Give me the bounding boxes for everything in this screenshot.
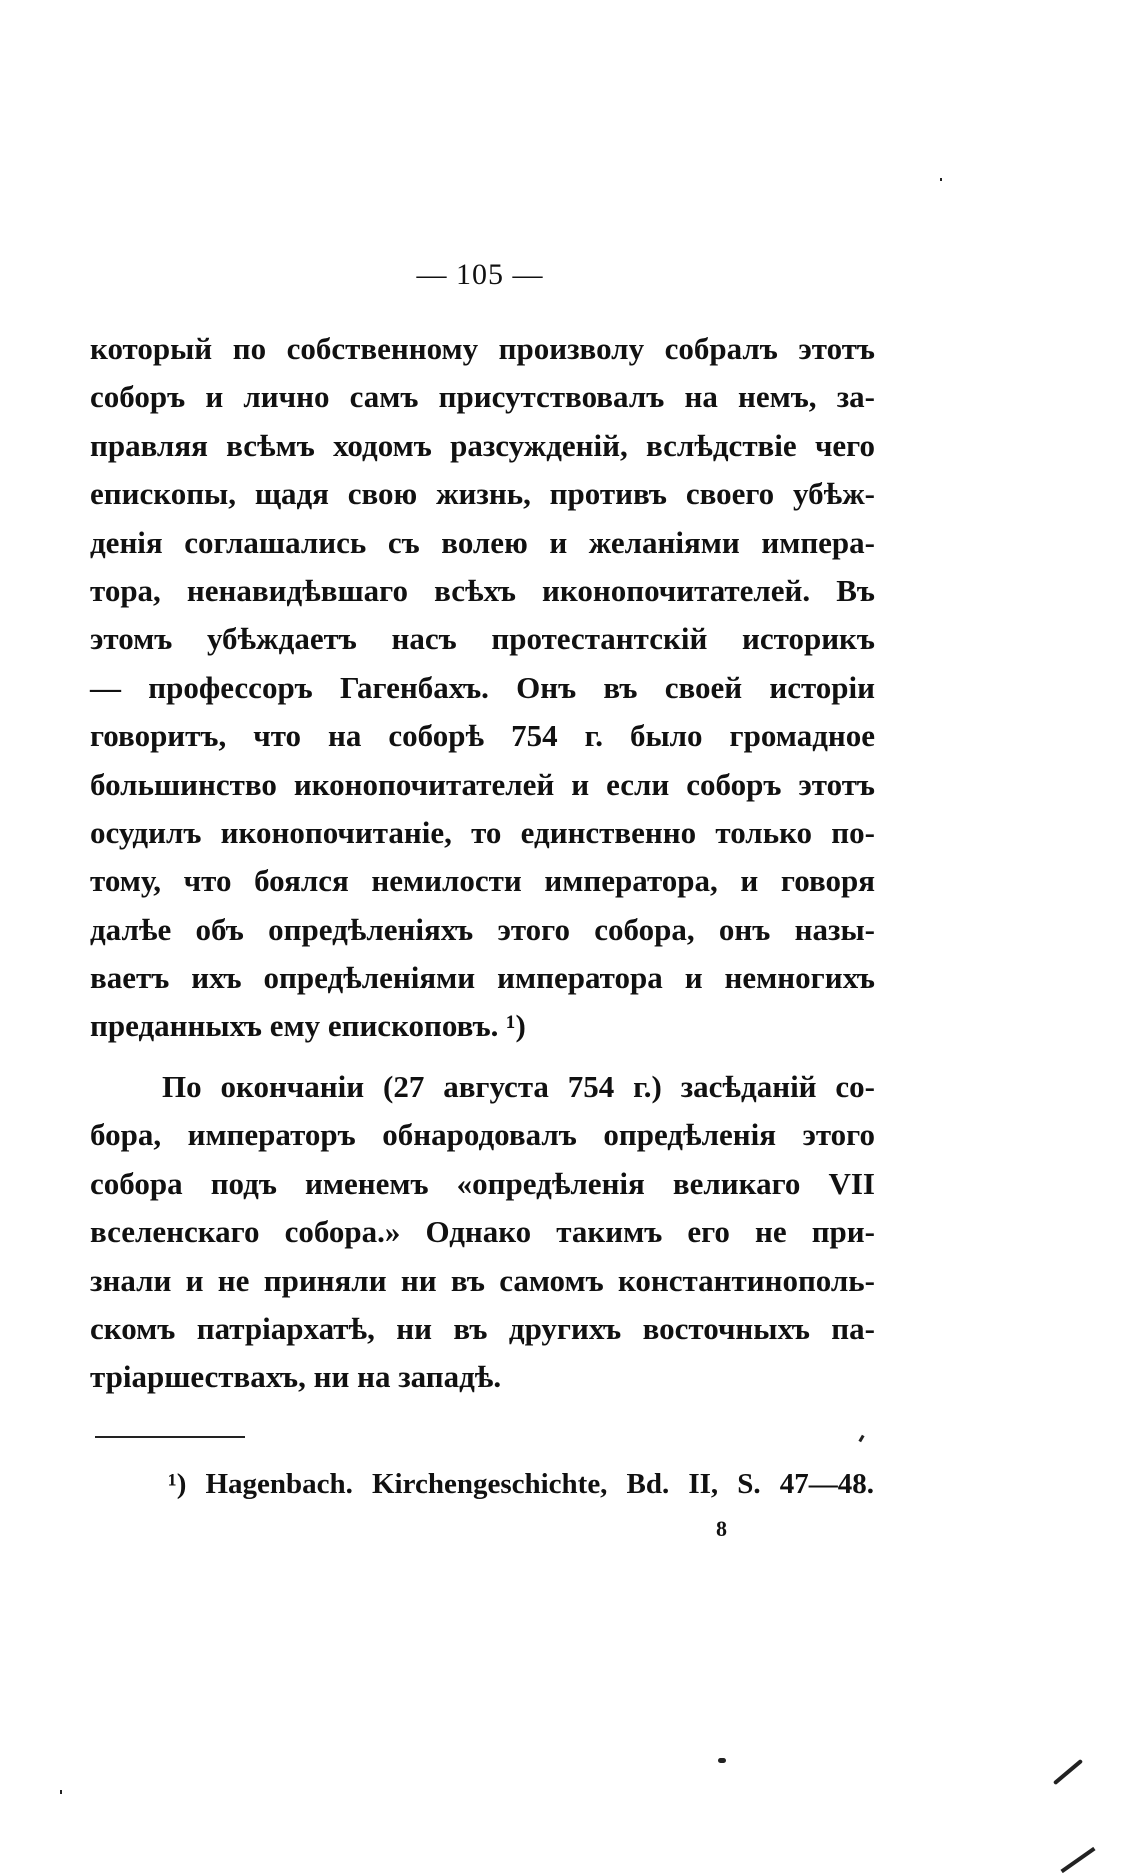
paragraph-1 [90,325,875,1051]
ink-speck [718,1758,726,1763]
text-line: знали и не приняли ни въ самомъ константинополь- [90,1262,875,1298]
text-line: епископы, щадя свою жизнь, противъ своего убѣж- [90,476,875,512]
footnote: ¹) Hagenbach. Kirchengeschichte, Bd. II, S. 47—48. [168,1468,874,1500]
text-line: тріаршествахъ, ни на западѣ. [90,1359,502,1395]
text-line: ваетъ ихъ опредѣленіями императора и немногихъ [90,960,875,996]
text-line: тому, что боялся немилости императора, и говоря [90,863,875,899]
ink-speck [1053,1759,1083,1785]
text-line: тора, ненавидѣвшаго всѣхъ иконопочитателей. Въ [90,572,875,608]
text-line: говоритъ, что на соборѣ 754 г. было громадное [90,718,875,754]
text-line: — профессоръ Гагенбахъ. Онъ въ своей исторіи [90,669,875,705]
text-line: скомъ патріархатѣ, ни въ другихъ восточныхъ па- [90,1310,875,1346]
text-line: вселенскаго собора.» Однако такимъ его не при- [90,1214,875,1250]
signature-mark: 8 [716,1516,727,1541]
text-line: далѣе объ опредѣленіяхъ этого собора, онъ назы- [90,911,875,947]
text-line: большинство иконопочитателей и если соборъ этотъ [90,766,875,802]
text-line: денія соглашались съ волею и желаніями импера- [90,524,875,560]
text-line: соборъ и лично самъ присутствовалъ на немъ, за- [90,379,875,415]
text-line: этомъ убѣждаетъ насъ протестантскій историкъ [90,621,875,657]
text-line: бора, императоръ обнародовалъ опредѣленія этого [90,1117,875,1153]
ink-speck [940,178,942,181]
ink-speck [60,1790,62,1794]
text-line: осудилъ иконопочитаніе, то единственно только по- [90,814,875,850]
text-line: преданныхъ ему епископовъ. ¹) [90,1008,526,1044]
text-line: который по собственному произволу собралъ этотъ [90,331,875,366]
page-number-header: — 105 — [416,258,544,291]
text-line: правляя всѣмъ ходомъ разсужденій, вслѣдствіе чего [90,427,875,463]
ink-speck [858,1435,864,1443]
text-line: собора подъ именемъ «опредѣленія великаго VII [90,1165,875,1201]
ink-speck [1060,1847,1095,1873]
text-line: По окончаніи (27 августа 754 г.) засѣданій со- [162,1069,875,1104]
footnote-divider [95,1436,245,1438]
paragraph-2 [90,1063,875,1402]
